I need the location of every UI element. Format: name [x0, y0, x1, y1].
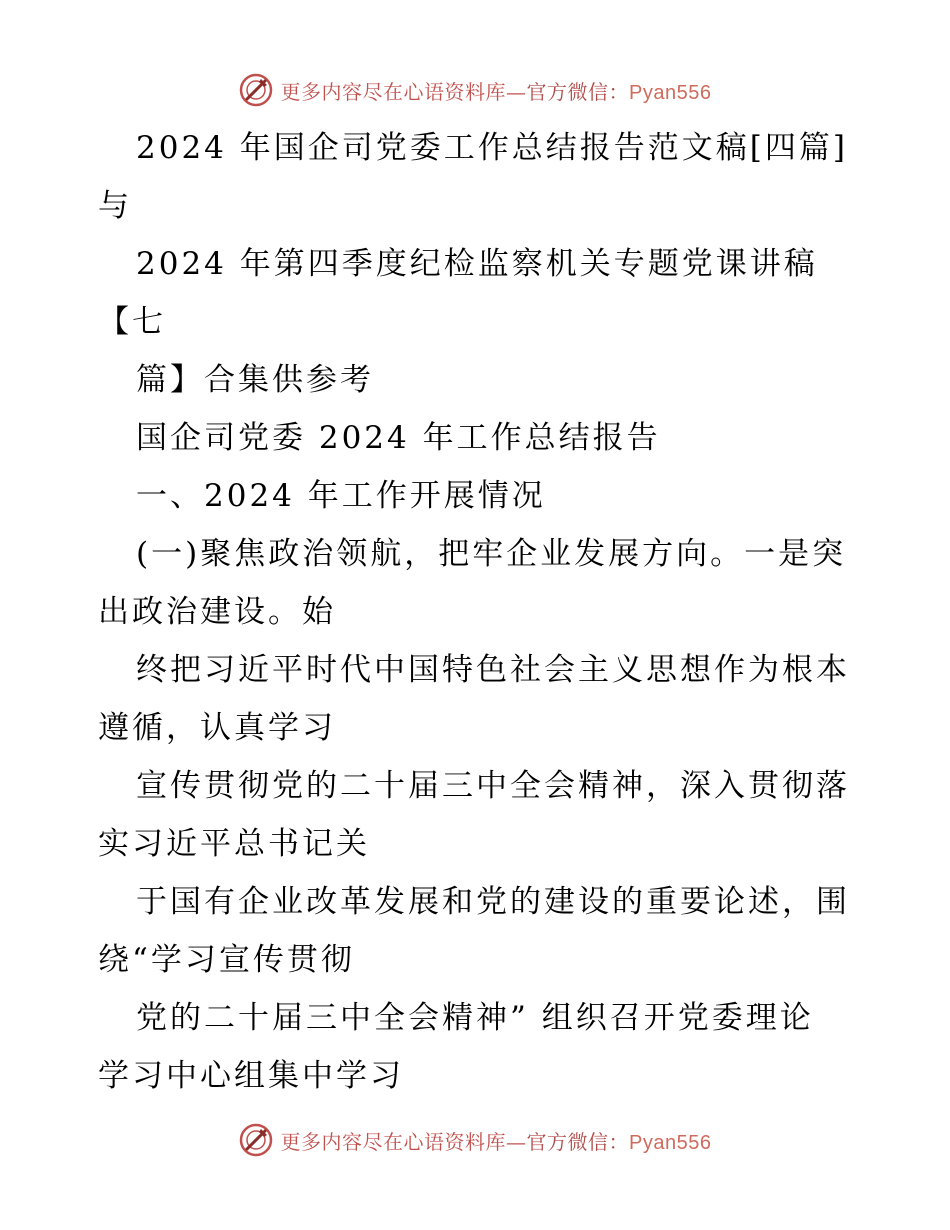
paragraph-line: 绕“学习宣传贯彻 [98, 942, 355, 978]
doc-title-line-3: 2024 年第四季度纪检监察机关专题党课讲稿 [136, 246, 818, 282]
brand-logo-icon [239, 1123, 273, 1157]
doc-title-line-5: 篇】合集供参考 [136, 362, 374, 398]
banner-wechat-id: Pyan556 [629, 81, 712, 104]
doc-title-line-2: 与 [98, 188, 132, 224]
paragraph-line: 党的二十届三中全会精神” 组织召开党委理论 [136, 1000, 814, 1036]
banner-wechat-id: Pyan556 [629, 1131, 712, 1154]
doc-title-line-1: 2024 年国企司党委工作总结报告范文稿[四篇] [136, 130, 848, 166]
banner-text [281, 1126, 712, 1155]
brand-logo-icon [239, 73, 273, 107]
paragraph-line: 终把习近平时代中国特色社会主义思想作为根本 [136, 652, 850, 688]
paragraph-line: 实习近平总书记关 [98, 826, 370, 862]
banner-text [281, 76, 712, 105]
footer-banner [0, 1120, 950, 1160]
subsection-heading: 一、2024 年工作开展情况 [136, 478, 546, 514]
paragraph-line: 出政治建设。始 [98, 594, 336, 630]
header-banner [0, 70, 950, 110]
paragraph-line: 学习中心组集中学习 [98, 1058, 404, 1094]
paragraph-line: (一)聚焦政治领航，把牢企业发展方向。一是突 [136, 536, 847, 572]
banner-site-name: 更多内容尽在心语资料库 [280, 1129, 507, 1154]
banner-separator: — [506, 1129, 527, 1154]
section-heading: 国企司党委 2024 年工作总结报告 [136, 420, 661, 456]
banner-site-name: 更多内容尽在心语资料库 [280, 79, 507, 104]
banner-wechat-label: 官方微信： [526, 79, 630, 104]
paragraph-line: 遵循，认真学习 [98, 710, 336, 746]
banner-separator: — [506, 79, 527, 104]
paragraph-line: 宣传贯彻党的二十届三中全会精神，深入贯彻落 [136, 768, 850, 804]
paragraph-line: 于国有企业改革发展和党的建设的重要论述，围 [136, 884, 850, 920]
doc-title-line-4: 【七 [98, 304, 166, 340]
banner-wechat-label: 官方微信： [526, 1129, 630, 1154]
